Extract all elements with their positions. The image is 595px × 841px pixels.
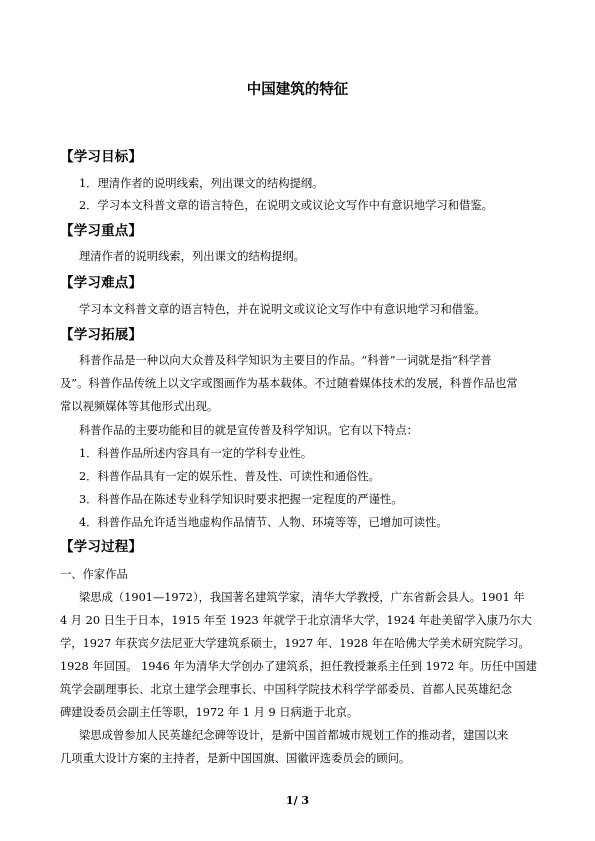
paragraph-line: 碑建设委员会副主任等职，1972 年 1 月 9 日病逝于北京。 [60, 706, 359, 719]
section-heading-difficulty: 【学习难点】 [60, 275, 143, 291]
paragraph-line: 常以视频媒体等其他形式出现。 [60, 400, 219, 413]
page-title: 中国建筑的特征 [246, 82, 349, 98]
paragraph-line: 理清作者的说明线索，列出课文的结构提纲。 [79, 250, 305, 263]
paragraph-line: 1928 年回国。 1946 年为清华大学创办了建筑系，担任教授兼系主任到 1972 年。历任中国建 [60, 660, 538, 673]
section-heading-process: 【学习过程】 [60, 539, 143, 555]
paragraph-line: 及”。科普作品传统上以文字或图画作为基本载体。不过随着媒体技术的发展，科普作品也常 [60, 377, 518, 390]
list-item: 3．科普作品在陈述专业科学知识时要求把握一定程度的严谨性。 [79, 493, 403, 506]
paragraph-line: 科普作品的主要功能和目的就是宣传普及科学知识。它有以下特点： [79, 424, 418, 437]
list-item: 1．理清作者的说明线索，列出课文的结构提纲。 [79, 177, 324, 190]
paragraph-line: 筑学会副理事长、北京土建学会理事长、中国科学院技术科学学部委员、首都人民英雄纪念 [60, 683, 512, 696]
subheading-author: 一、作家作品 [60, 568, 128, 581]
list-item: 1．科普作品所述内容具有一定的学科专业性。 [79, 447, 313, 460]
paragraph-line: 学，1927 年获宾夕法尼亚大学建筑系硕士，1927 年、1928 年在哈佛大学美术研究院学习。 [60, 637, 530, 650]
paragraph-line: 学习本文科普文章的语言特色，并在说明文或议论文写作中有意识地学习和借鉴。 [79, 303, 486, 316]
section-heading-extension: 【学习拓展】 [60, 327, 143, 343]
section-heading-goals: 【学习目标】 [60, 149, 143, 165]
paragraph-line: 梁思成（1901—1972），我国著名建筑学家，清华大学教授，广东省新会县人。1901 年 [79, 591, 525, 604]
list-item: 4．科普作品允许适当地虚构作品情节、人物、环境等等，已增加可读性。 [79, 516, 448, 529]
list-item: 2．学习本文科普文章的语言特色，在说明文或议论文写作中有意识地学习和借鉴。 [79, 199, 493, 212]
paragraph-line: 几项重大设计方案的主持者，是新中国国旗、国徽评选委员会的顾问。 [60, 752, 411, 765]
paragraph-line: 4 月 20 日生于日本，1915 年至 1923 年就学于北京清华大学，1924 年赴美留学入康乃尔大 [60, 614, 532, 627]
page-number: 1/ 3 [285, 794, 310, 807]
section-heading-key: 【学习重点】 [60, 223, 143, 239]
paragraph-line: 科普作品是一种以向大众普及科学知识为主要目的作品。“科普”一词就是指“科学普 [79, 354, 492, 367]
list-item: 2．科普作品具有一定的娱乐性、普及性、可读性和通俗性。 [79, 470, 380, 483]
paragraph-line: 梁思成曾参加人民英雄纪念碑等设计，是新中国首都城市规划工作的推动者，建国以来 [79, 729, 509, 742]
